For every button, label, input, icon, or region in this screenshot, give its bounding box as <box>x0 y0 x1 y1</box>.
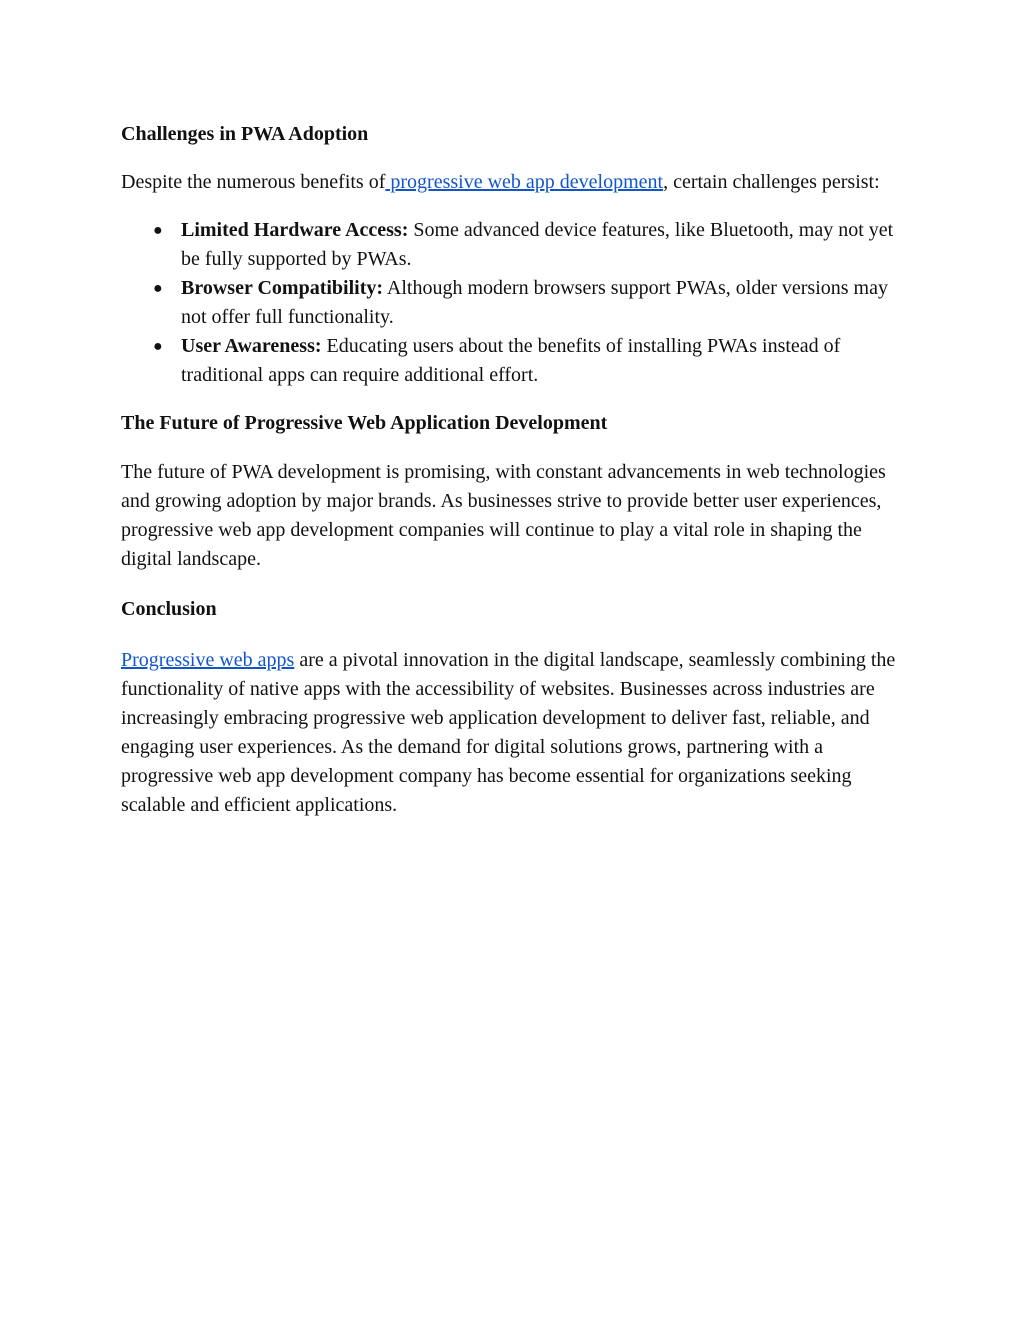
list-item-text: Some advanced device features, like Bluetooth, may not yet be fully supported by PWAs. <box>181 219 894 270</box>
future-heading: The Future of Progressive Web Application Development <box>121 412 608 434</box>
list-item <box>121 332 911 390</box>
document-page <box>121 120 911 820</box>
conclusion-paragraph <box>121 646 911 820</box>
future-paragraph: The future of PWA development is promising, with constant advancements in web technologies and growing adoption by major brands. As businesses strive to provide better user experiences, progressive web app development companies will continue to play a vital role in shaping the digital landscape. <box>121 461 886 570</box>
list-item-text: Educating users about the benefits of installing PWAs instead of traditional apps can require additional effort. <box>181 335 841 386</box>
list-item-term: Browser Compatibility: <box>181 277 384 299</box>
list-item-text: Although modern browsers support PWAs, older versions may not offer full functionality. <box>181 277 888 328</box>
progressive-web-app-development-link[interactable]: progressive web app development <box>385 171 664 193</box>
bullet-icon: ● <box>153 222 163 239</box>
list-item <box>121 216 911 274</box>
challenges-intro-text: Despite the numerous benefits of <box>121 171 386 193</box>
challenges-list <box>121 216 911 390</box>
conclusion-text: are a pivotal innovation in the digital landscape, seamlessly combining the functionality of native apps with the accessibility of websites. Businesses across industries are increasingly embracing progressive web application development to deliver fast, reliable, and engaging user experiences. As the demand for digital solutions grows, partnering with a progressive web app development company has become essential for organizations seeking scalable and efficient applications. <box>121 649 896 816</box>
bullet-icon: ● <box>153 338 163 355</box>
progressive-web-apps-link[interactable]: Progressive web apps <box>121 649 295 671</box>
list-item-term: Limited Hardware Access: <box>181 219 409 241</box>
list-item-term: User Awareness: <box>181 335 322 357</box>
list-item <box>121 274 911 332</box>
challenges-intro-paragraph <box>121 168 911 197</box>
conclusion-heading: Conclusion <box>121 598 217 620</box>
bullet-icon: ● <box>153 280 163 297</box>
challenges-heading: Challenges in PWA Adoption <box>121 123 369 145</box>
challenges-intro-text-end: , certain challenges persist: <box>663 171 880 193</box>
